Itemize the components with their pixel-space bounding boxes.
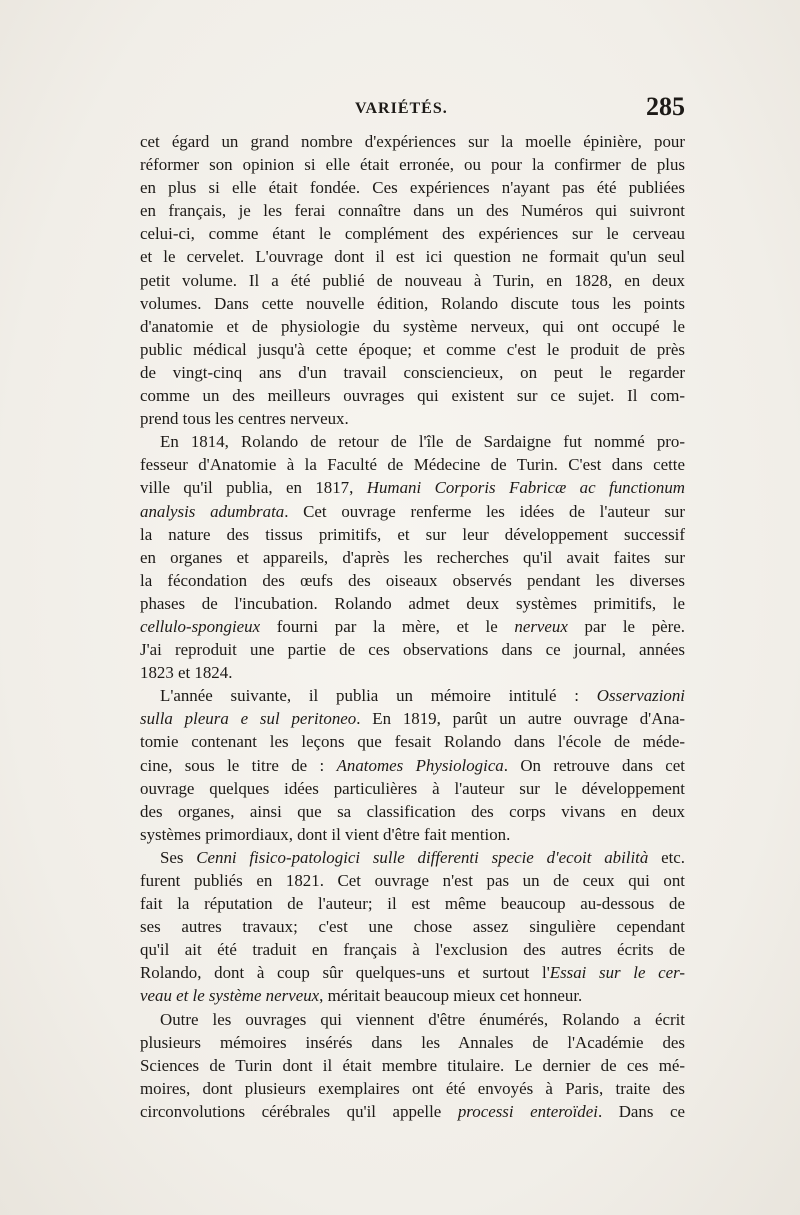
running-title: VARIÉTÉS. bbox=[355, 100, 448, 117]
text-segment: plusieurs mémoires insérés dans les Annales de l'Académie des bbox=[140, 1032, 685, 1052]
text-line bbox=[140, 176, 685, 199]
text-segment: qu'il ait été traduit en français à l'exclusion des autres écrits de bbox=[140, 940, 685, 960]
text-line bbox=[140, 1100, 685, 1123]
text-line bbox=[140, 361, 685, 384]
text-line bbox=[140, 777, 685, 800]
text-segment: celui-ci, comme étant le complément des expériences sur le cerveau bbox=[140, 224, 685, 244]
text-line bbox=[140, 222, 685, 245]
text-segment: d'anatomie et de physiologie du système nerveux, qui ont occupé le bbox=[140, 316, 685, 336]
text-segment: tomie contenant les leçons que fesait Rolando dans l'école de méde- bbox=[140, 732, 685, 752]
text-segment: ses autres travaux; c'est une chose assez singulière cependant bbox=[140, 917, 685, 937]
italic-text: Osservazioni bbox=[596, 686, 685, 706]
italic-text: nerveux bbox=[514, 616, 568, 636]
italic-text: cellulo-spongieux bbox=[140, 616, 261, 636]
text-line bbox=[140, 500, 685, 523]
text-segment: moires, dont plusieurs exemplaires ont été envoyés à Paris, traite des bbox=[140, 1078, 685, 1098]
text-segment: des organes, ainsi que sa classification des corps vivans en deux bbox=[140, 801, 685, 821]
text-segment: de vingt-cinq ans d'un travail consciencieux, on peut le regarder bbox=[140, 362, 685, 382]
text-segment: En 1814, Rolando de retour de l'île de Sardaigne fut nommé pro- bbox=[160, 432, 685, 452]
text-line bbox=[140, 430, 685, 453]
text-line bbox=[140, 569, 685, 592]
text-line bbox=[140, 823, 685, 846]
italic-text: processi enteroïdei bbox=[457, 1101, 598, 1121]
text-line bbox=[140, 1031, 685, 1054]
italic-text: Cenni fisico-patologici sulle differenti specie d'ecoit abilità bbox=[196, 847, 649, 867]
text-segment: . On retrouve dans cet bbox=[503, 755, 685, 775]
text-line bbox=[140, 476, 685, 499]
text-line bbox=[140, 730, 685, 753]
text-segment: etc. bbox=[648, 847, 686, 867]
text-segment: volumes. Dans cette nouvelle édition, Rolando discute tous les points bbox=[140, 293, 685, 313]
text-line bbox=[140, 707, 685, 730]
italic-text: sulla pleura e sul peritoneo bbox=[140, 709, 357, 729]
text-segment: fesseur d'Anatomie à la Faculté de Médecine de Turin. C'est dans cette bbox=[140, 455, 685, 475]
text-line bbox=[140, 407, 685, 430]
text-segment: fait la réputation de l'auteur; il est même beaucoup au-dessous de bbox=[140, 894, 685, 914]
text-segment: cine, sous le titre de : bbox=[140, 755, 337, 775]
page-header bbox=[140, 92, 685, 128]
text-segment: systèmes primordiaux, dont il vient d'être fait mention. bbox=[140, 824, 511, 844]
italic-text: analysis adumbrata bbox=[140, 501, 285, 521]
text-line bbox=[140, 153, 685, 176]
text-segment: la fécondation des œufs des oiseaux observés pendant les diverses bbox=[140, 570, 685, 590]
text-line bbox=[140, 384, 685, 407]
text-segment: cet égard un grand nombre d'expériences sur la moelle épinière, pour bbox=[140, 132, 685, 151]
italic-text: Anatomes Physiologica bbox=[336, 755, 504, 775]
text-line bbox=[140, 846, 685, 869]
text-segment: 1823 et 1824. bbox=[140, 663, 233, 683]
text-segment: circonvolutions cérébrales qu'il appelle bbox=[140, 1101, 458, 1121]
text-line bbox=[140, 269, 685, 292]
text-line bbox=[140, 684, 685, 707]
text-segment: en plus si elle était fondée. Ces expériences n'ayant pas été publiées bbox=[140, 178, 685, 198]
text-line bbox=[140, 638, 685, 661]
text-segment: public médical jusqu'à cette époque; et comme c'est le produit de près bbox=[140, 339, 685, 359]
text-line bbox=[140, 130, 685, 153]
text-line bbox=[140, 615, 685, 638]
italic-text: Essai sur le cer- bbox=[549, 963, 685, 983]
text-segment: phases de l'incubation. Rolando admet deux systèmes primitifs, le bbox=[140, 593, 685, 613]
text-segment: J'ai reproduit une partie de ces observations dans ce journal, années bbox=[140, 640, 685, 660]
text-segment: par le père. bbox=[567, 616, 685, 636]
text-line bbox=[140, 754, 685, 777]
page-number: 285 bbox=[646, 92, 685, 121]
text-line bbox=[140, 938, 685, 961]
text-segment: Rolando, dont à coup sûr quelques-uns et surtout l' bbox=[140, 963, 550, 983]
text-segment: furent publiés en 1821. Cet ouvrage n'est pas un de ceux qui ont bbox=[140, 871, 685, 890]
text-segment: comme un des meilleurs ouvrages qui existent sur ce sujet. Il com- bbox=[140, 386, 685, 406]
text-segment: . Dans ce bbox=[597, 1101, 686, 1121]
text-line bbox=[140, 199, 685, 222]
italic-text: veau et le système nerveux bbox=[140, 986, 320, 1006]
text-segment: , méritait beaucoup mieux cet honneur. bbox=[319, 986, 583, 1006]
text-line bbox=[140, 1077, 685, 1100]
text-line bbox=[140, 661, 685, 684]
text-line bbox=[140, 984, 685, 1007]
text-line bbox=[140, 592, 685, 615]
text-segment: prend tous les centres nerveux. bbox=[140, 409, 349, 429]
body-text bbox=[140, 130, 685, 1123]
text-line bbox=[140, 453, 685, 476]
text-line bbox=[140, 1054, 685, 1077]
text-line bbox=[140, 1008, 685, 1031]
text-line bbox=[140, 245, 685, 268]
text-segment: Sciences de Turin dont il était membre titulaire. Le dernier de ces mé- bbox=[140, 1055, 685, 1075]
text-line bbox=[140, 338, 685, 361]
text-line bbox=[140, 892, 685, 915]
text-segment: réformer son opinion si elle était erronée, ou pour la confirmer de plus bbox=[140, 155, 685, 175]
text-line bbox=[140, 523, 685, 546]
text-segment: ville qu'il publia, en 1817, bbox=[140, 478, 367, 498]
text-segment: ouvrage quelques idées particulières à l'auteur sur le développement bbox=[140, 778, 685, 798]
text-line bbox=[140, 915, 685, 938]
text-segment: L'année suivante, il publia un mémoire intitulé : bbox=[160, 686, 597, 706]
text-segment: Ses bbox=[160, 847, 197, 867]
text-segment: petit volume. Il a été publié de nouveau à Turin, en 1828, en deux bbox=[140, 270, 685, 290]
text-line bbox=[140, 546, 685, 569]
italic-text: Humani Corporis Fabricæ ac functionum bbox=[366, 478, 686, 498]
text-segment: la nature des tissus primitifs, et sur leur développement successif bbox=[140, 524, 685, 544]
text-segment: en français, je les ferai connaître dans un des Numéros qui suivront bbox=[140, 201, 685, 221]
text-segment: . Cet ouvrage renferme les idées de l'auteur sur bbox=[284, 501, 685, 521]
text-segment: en organes et appareils, d'après les recherches qu'il avait faites sur bbox=[140, 547, 685, 567]
text-line bbox=[140, 800, 685, 823]
text-line bbox=[140, 292, 685, 315]
text-segment: . En 1819, parût un autre ouvrage d'Ana- bbox=[356, 709, 685, 729]
text-line bbox=[140, 869, 685, 892]
text-line bbox=[140, 315, 685, 338]
text-line bbox=[140, 961, 685, 984]
text-segment: fourni par la mère, et le bbox=[260, 616, 515, 636]
text-segment: et le cervelet. L'ouvrage dont il est ici question ne formait qu'un seul bbox=[140, 247, 685, 267]
text-segment: Outre les ouvrages qui viennent d'être énumérés, Rolando a écrit bbox=[160, 1009, 685, 1029]
